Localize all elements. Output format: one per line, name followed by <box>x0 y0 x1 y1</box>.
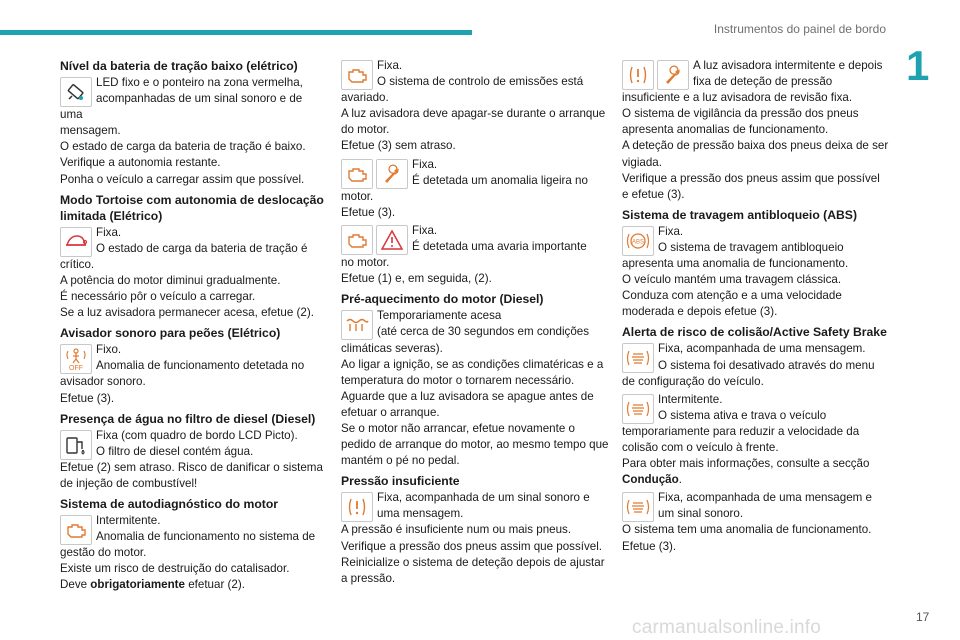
wrench-icon <box>376 159 408 189</box>
text-line: Intermitente. <box>658 392 723 406</box>
text-line: Conduza com atenção e a uma velocidade <box>622 289 842 303</box>
section-title: Presença de água no filtro de diesel (Diesel) <box>60 411 316 426</box>
warning-item <box>60 75 328 188</box>
text-line: Fixo. <box>96 343 122 357</box>
exclamation-icon <box>622 60 654 90</box>
text-line: Reinicialize o sistema de deteção depois de ajustar <box>341 555 605 569</box>
text-line: de injeção de combustível! <box>60 476 198 490</box>
text-line: O filtro de diesel contém água. <box>96 444 254 458</box>
text-line: A pressão é insuficiente num ou mais pneus. <box>341 523 572 537</box>
warning-item <box>60 513 328 593</box>
text-line: Anomalia de funcionamento no sistema de <box>96 530 316 544</box>
exclamation-icon <box>341 492 373 522</box>
text-line: uma mensagem. <box>377 507 464 521</box>
column-2 <box>341 58 609 587</box>
text-line: e efetue (3). <box>622 187 685 201</box>
warning-item <box>622 490 890 554</box>
text-line: Fixa. <box>96 225 122 239</box>
text-line: Anomalia de funcionamento detetada no <box>96 359 305 373</box>
warning-item <box>341 308 609 469</box>
section-title: Avisador sonoro para peões (Elétrico) <box>60 326 281 341</box>
text-line: É detetada uma avaria importante <box>412 240 587 254</box>
collision-alert-icon <box>622 343 654 373</box>
text-line: Fixa, acompanhada de uma mensagem e <box>658 491 872 505</box>
text-line: mensagem. <box>60 124 121 138</box>
water-in-fuel-icon <box>60 430 92 460</box>
svg-text:OFF: OFF <box>69 365 83 372</box>
text-line <box>60 577 328 593</box>
text-line: Verifique a autonomia restante. <box>60 156 221 170</box>
text-line: Fixa. <box>658 224 684 238</box>
text-line: do motor. <box>341 123 390 137</box>
battery-plug-icon <box>60 77 92 107</box>
text-fragment: . <box>678 473 682 487</box>
text-line: gestão do motor. <box>60 546 147 560</box>
text-line: apresenta anomalias de funcionamento. <box>622 123 829 137</box>
text-line: mantém o pé no pedal. <box>341 454 460 468</box>
text-fragment: Deve <box>60 578 91 592</box>
section-title: Pressão insuficiente <box>341 474 460 489</box>
watermark: carmanualsonline.info <box>632 617 822 638</box>
text-line: Se o motor não arrancar, efetue novamente o <box>341 421 575 435</box>
text-line: O sistema ativa e trava o veículo <box>658 408 827 422</box>
wrench-icon <box>657 60 689 90</box>
engine-icon <box>341 60 373 90</box>
text-line <box>622 472 890 488</box>
text-line: a pressão. <box>341 571 396 585</box>
text-line: A luz avisadora deve apagar-se durante o arranque <box>341 107 606 121</box>
text-line: insuficiente e a luz avisadora de revisão fixa. <box>622 91 853 105</box>
warning-item <box>622 224 890 321</box>
section-title: Sistema de travagem antibloqueio (ABS) <box>622 207 857 222</box>
text-line: Efetue (1) e, em seguida, (2). <box>341 272 492 286</box>
text-line: crítico. <box>60 257 95 271</box>
section-reference: Condução <box>622 473 679 487</box>
text-line: Temporariamente acesa <box>377 309 502 323</box>
text-fragment: efetuar (2). <box>185 578 245 592</box>
text-line: de configuração do veículo. <box>622 374 764 388</box>
text-line: A potência do motor diminui gradualmente. <box>60 273 281 287</box>
header-accent-bar <box>0 30 472 35</box>
icon-group <box>341 157 408 189</box>
emphasis-text: obrigatoriamente <box>90 578 185 592</box>
section-title: Alerta de risco de colisão/Active Safety Brake <box>622 325 887 340</box>
text-line: Se a luz avisadora permanecer acesa, efetue (2). <box>60 306 314 320</box>
text-line: Efetue (3). <box>622 539 677 553</box>
collision-alert-icon <box>622 394 654 424</box>
text-line: O sistema de travagem antibloqueio <box>658 240 844 254</box>
section-title: Nível da bateria de tração baixo (elétrico) <box>60 59 298 73</box>
warning-item <box>341 490 609 587</box>
text-line: Fixa, acompanhada de um sinal sonoro e <box>377 491 590 505</box>
text-line: Intermitente. <box>96 513 161 527</box>
text-line: motor. <box>341 189 374 203</box>
page-number: 17 <box>916 610 930 624</box>
engine-icon <box>341 159 373 189</box>
text-line: A deteção de pressão baixa dos pneus deixa de ser <box>622 139 889 153</box>
text-line: climáticas severas). <box>341 341 443 355</box>
text-line: O estado de carga da bateria de tração é baixo. <box>60 140 306 154</box>
text-line: temporariamente para reduzir a velocidade da <box>622 424 860 438</box>
section-title: Sistema de autodiagnóstico do motor <box>60 496 279 511</box>
text-line: avisador sonoro. <box>60 375 146 389</box>
text-line: Fixa. <box>412 223 438 237</box>
text-line: Fixa, acompanhada de uma mensagem. <box>658 342 866 356</box>
text-line: no motor. <box>341 256 390 270</box>
text-line: É detetada um anomalia ligeira no <box>412 173 588 187</box>
warning-item <box>622 392 890 489</box>
text-line: Para obter mais informações, consulte a secção <box>622 457 870 471</box>
section-title-line: limitada (Elétrico) <box>60 208 163 223</box>
page-header-title: Instrumentos do painel de bordo <box>713 22 886 36</box>
text-line: Verifique a pressão dos pneus assim que possível <box>622 171 880 185</box>
text-line: (até cerca de 30 segundos em condições <box>377 325 590 339</box>
text-line: efetuar o arranque. <box>341 405 440 419</box>
engine-icon <box>60 515 92 545</box>
section-title <box>60 192 328 224</box>
text-line: Efetue (3). <box>341 205 396 219</box>
section-title-line: Modo Tortoise com autonomia de deslocação <box>60 192 324 207</box>
text-line: apresenta uma anomalia de funcionamento. <box>622 257 849 271</box>
text-line: avariado. <box>341 91 389 105</box>
icon-group <box>622 58 689 90</box>
text-line: Efetue (3) sem atraso. <box>341 139 456 153</box>
text-line: vigiada. <box>622 155 662 169</box>
text-line: É necessário pôr o veículo a carregar. <box>60 290 256 304</box>
collision-alert-icon <box>622 492 654 522</box>
section-title: Pré-aquecimento do motor (Diesel) <box>341 292 544 307</box>
text-line: O sistema de controlo de emissões está <box>377 75 584 89</box>
text-line: Aguarde que a luz avisadora se apague antes de <box>341 389 594 403</box>
column-3 <box>622 58 890 555</box>
warning-item <box>341 58 609 155</box>
text-line: O sistema foi desativado através do menu <box>658 358 875 372</box>
column-1 <box>60 58 328 593</box>
warning-item <box>60 342 328 406</box>
text-line: Existe um risco de destruição do catalisador. <box>60 562 290 576</box>
text-line: acompanhadas de um sinal sonoro e de uma <box>60 92 303 122</box>
text-line: O veículo mantém uma travagem clássica. <box>622 273 842 287</box>
warning-item <box>60 225 328 322</box>
text-line: Verifique a pressão dos pneus assim que possível. <box>341 539 603 553</box>
warning-item <box>622 58 890 203</box>
text-line: Efetue (3). <box>60 391 115 405</box>
text-line: O sistema tem uma anomalia de funcionamento. <box>622 523 872 537</box>
text-line: Efetue (2) sem atraso. Risco de danificar o sistema <box>60 460 323 474</box>
chapter-number: 1 <box>906 42 930 89</box>
text-line: fixa de deteção de pressão <box>693 75 833 89</box>
text-line: O sistema de vigilância da pressão dos pneus <box>622 107 859 121</box>
text-line: moderada e depois efetue (3). <box>622 305 778 319</box>
text-line: Ponha o veículo a carregar assim que possível. <box>60 172 305 186</box>
text-line: um sinal sonoro. <box>658 507 744 521</box>
engine-icon <box>341 225 373 255</box>
warning-item <box>60 428 328 492</box>
text-line: pedido de arranque do motor, ao mesmo tempo que <box>341 438 609 452</box>
warning-triangle-icon <box>376 225 408 255</box>
warning-item <box>341 223 609 287</box>
svg-text:ABS: ABS <box>631 239 645 246</box>
text-line: Ao ligar a ignição, se as condições climatéricas e a <box>341 357 604 371</box>
warning-item <box>341 157 609 221</box>
text-line: temperatura do motor o tornarem necessário. <box>341 373 575 387</box>
text-line: LED fixo e o ponteiro na zona vermelha, <box>96 76 303 89</box>
text-line: colisão com o veículo à frente. <box>622 440 779 454</box>
glow-plug-icon <box>341 310 373 340</box>
text-line: Fixa. <box>377 59 403 72</box>
text-line: Fixa. <box>412 157 438 171</box>
abs-icon <box>622 226 654 256</box>
tortoise-icon <box>60 227 92 257</box>
pedestrian-sound-off-icon <box>60 344 92 374</box>
text-line: Fixa (com quadro de bordo LCD Picto). <box>96 428 298 442</box>
text-line: O estado de carga da bateria de tração é <box>96 241 308 255</box>
icon-group <box>341 223 408 255</box>
text-line: A luz avisadora intermitente e depois <box>693 59 883 72</box>
warning-item <box>622 341 890 389</box>
